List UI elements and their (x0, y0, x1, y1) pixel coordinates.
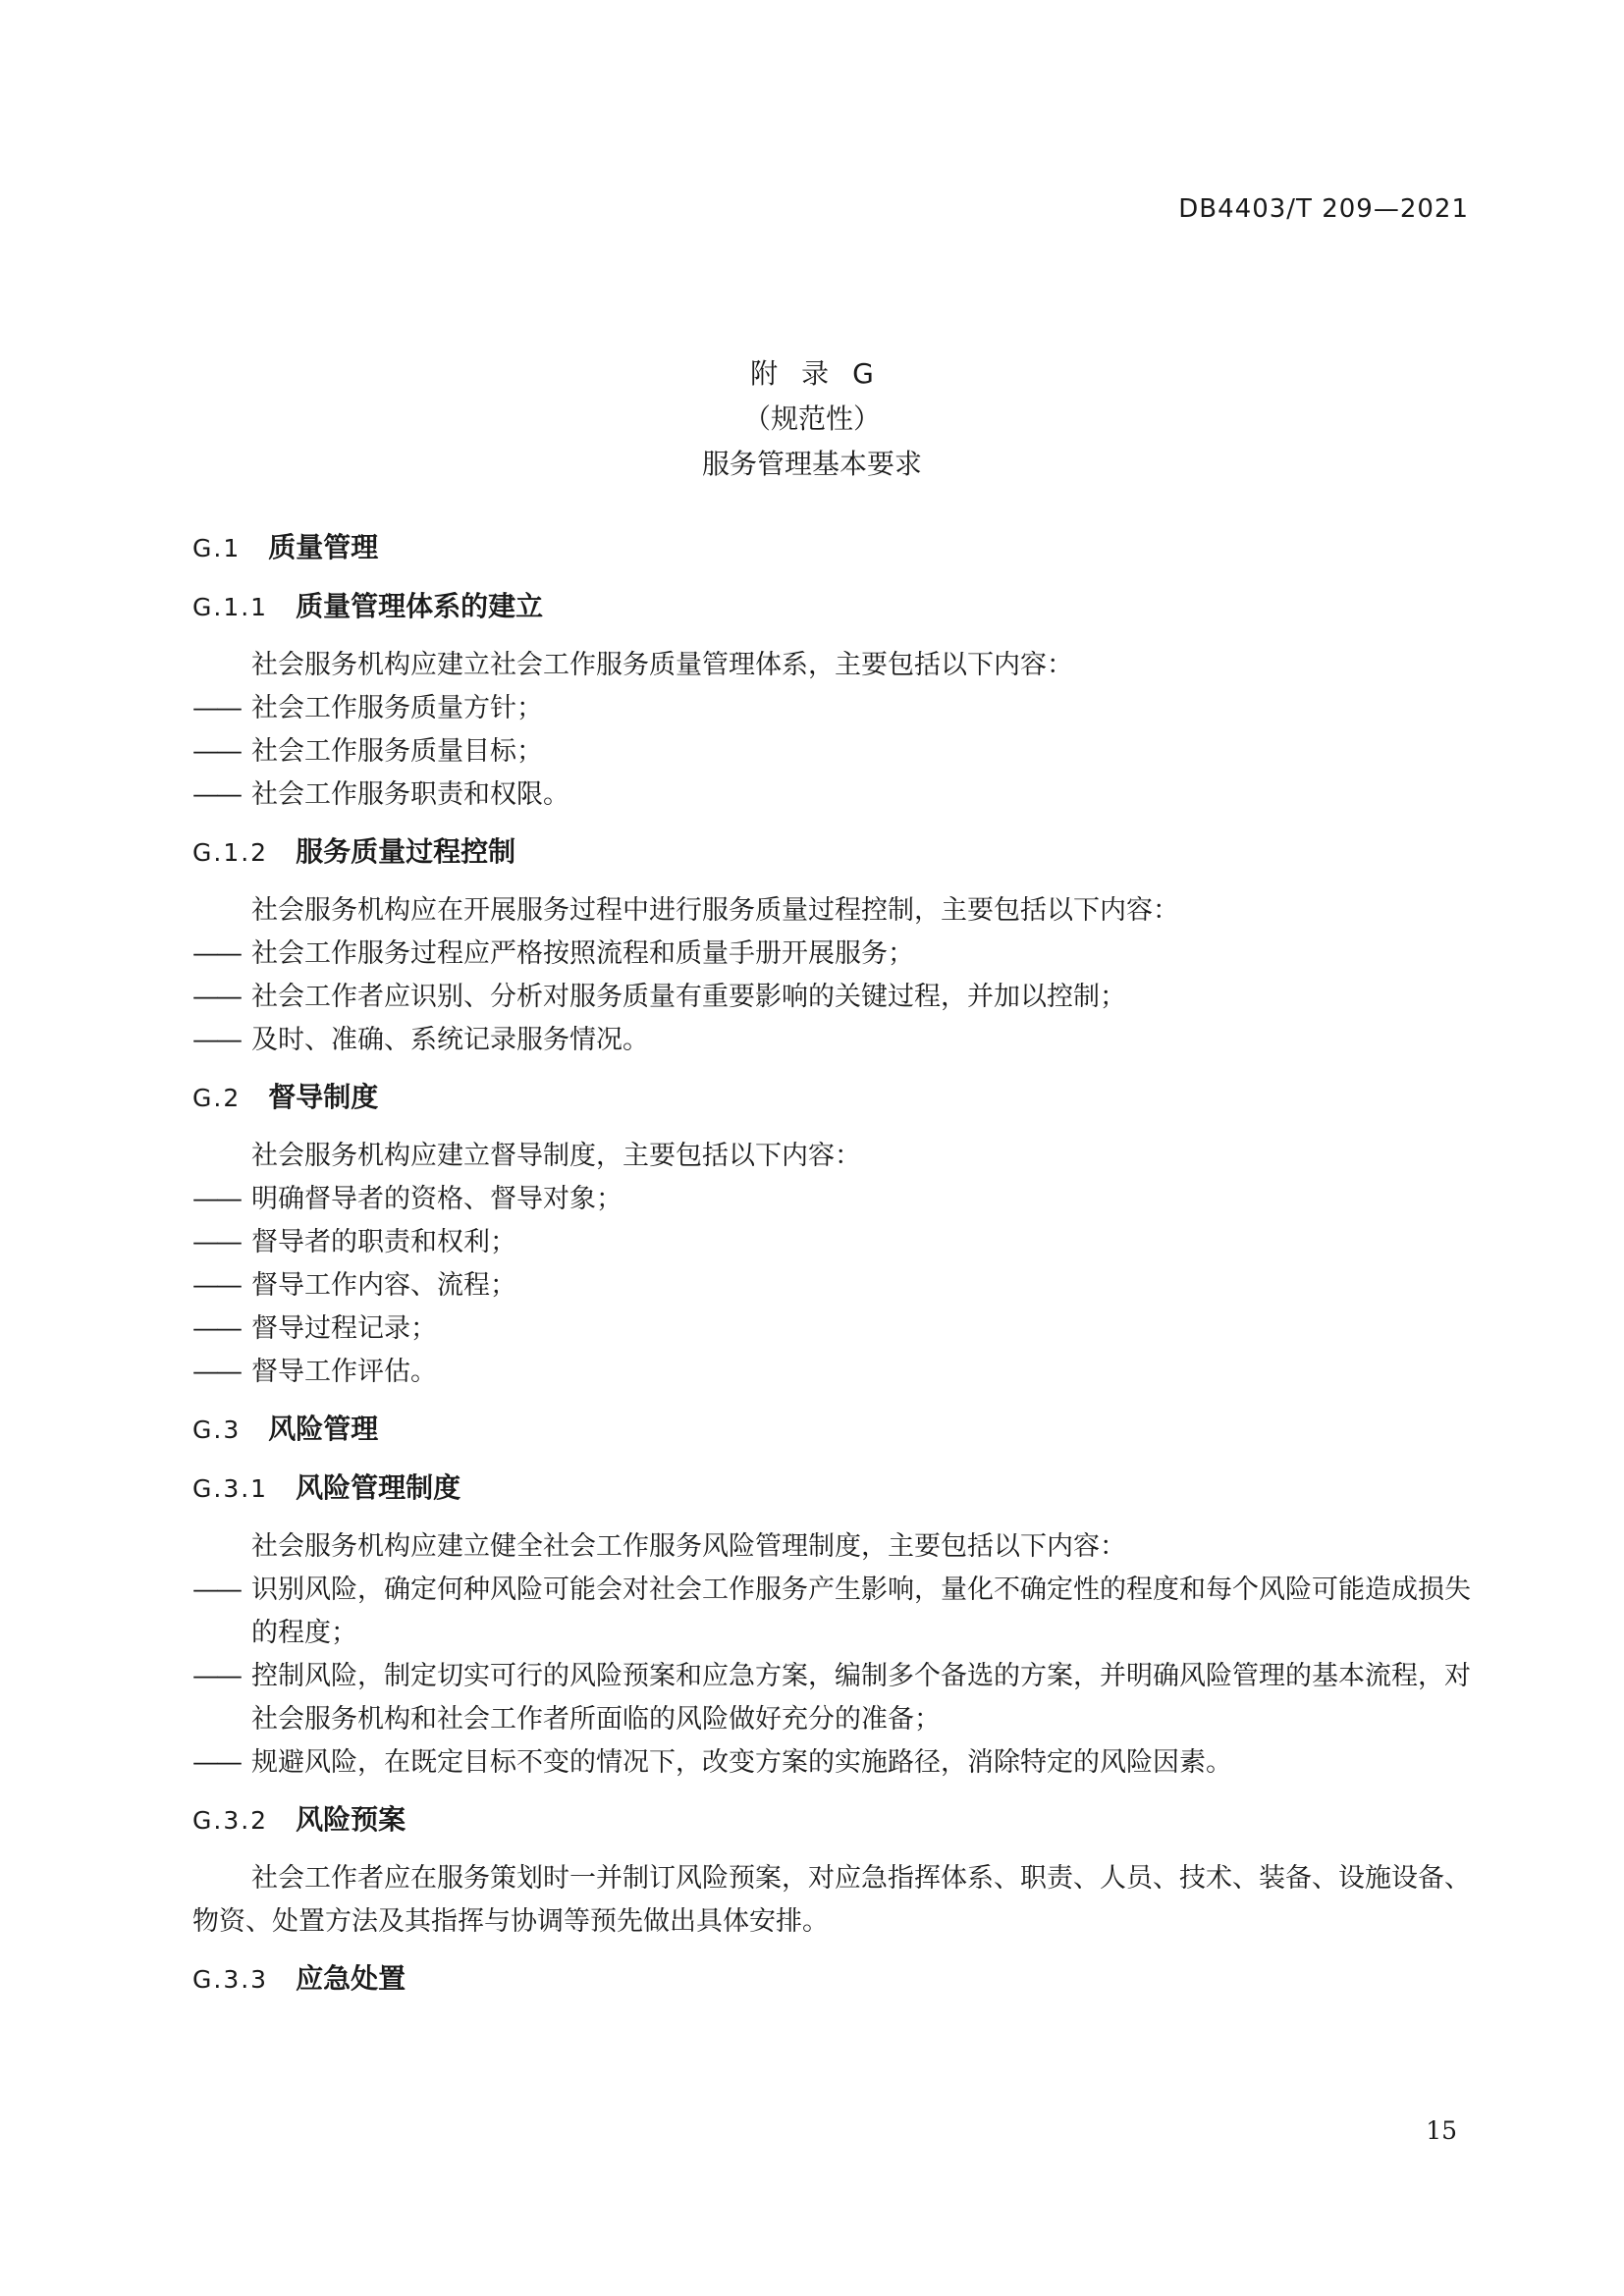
section-title: 应急处置 (296, 1962, 406, 1995)
document-body (192, 518, 1485, 2016)
bullet-list (192, 933, 1485, 1062)
dash-marker: —— (192, 779, 240, 810)
bullet-list (192, 1569, 1485, 1785)
section-g2 (192, 1076, 1485, 1394)
list-item: —— 社会工作服务过程应严格按照流程和质量手册开展服务； (192, 933, 1485, 976)
section-heading-g3-2 (192, 1798, 1485, 1842)
list-item: —— 社会工作服务质量目标； (192, 730, 1485, 774)
section-number: G.1.2 (192, 838, 269, 867)
list-item: —— 及时、准确、系统记录服务情况。 (192, 1019, 1485, 1062)
section-intro: 社会服务机构应建立督导制度，主要包括以下内容： (251, 1141, 861, 1171)
section-number: G.3.1 (192, 1474, 269, 1503)
dash-marker: —— (192, 1313, 240, 1344)
section-number: G.3.2 (192, 1806, 269, 1835)
page-number: 15 (1426, 2116, 1457, 2145)
section-number: G.1 (192, 534, 242, 562)
dash-marker: —— (192, 1575, 240, 1605)
dash-marker: —— (192, 938, 240, 969)
section-g1-2 (192, 830, 1485, 1062)
dash-marker: —— (192, 736, 240, 767)
dash-marker: —— (192, 1025, 240, 1055)
section-intro: 社会服务机构应建立社会工作服务质量管理体系，主要包括以下内容： (251, 650, 1073, 680)
list-item: —— 控制风险，制定切实可行的风险预案和应急方案，编制多个备选的方案，并明确风险管理的基本流程，对社会服务机构和社会工作者所面临的风险做好充分的准备； (192, 1655, 1485, 1741)
dash-marker: —— (192, 1747, 240, 1778)
section-title: 风险管理制度 (296, 1471, 461, 1504)
section-number: G.2 (192, 1084, 242, 1112)
list-item: —— 规避风险，在既定目标不变的情况下，改变方案的实施路径，消除特定的风险因素。 (192, 1741, 1485, 1785)
list-item: —— 社会工作服务质量方针； (192, 687, 1485, 730)
dash-marker: —— (192, 1184, 240, 1214)
list-item: —— 督导过程记录； (192, 1308, 1485, 1351)
document-code: DB4403/T 209—2021 (1178, 194, 1469, 224)
annex-title: 服务管理基本要求 (701, 448, 922, 480)
section-title: 督导制度 (268, 1081, 379, 1113)
section-heading-g3-3 (192, 1957, 1485, 2001)
dash-marker: —— (192, 1661, 240, 1691)
list-item: —— 督导工作评估。 (192, 1351, 1485, 1394)
section-paragraph: 社会工作者应在服务策划时一并制订风险预案，对应急指挥体系、职责、人员、技术、装备、设施设备、物资、处置方法及其指挥与协调等预先做出具体安排。 (192, 1863, 1471, 1937)
section-number: G.1.1 (192, 593, 269, 621)
list-item: —— 识别风险，确定何种风险可能会对社会工作服务产生影响，量化不确定性的程度和每个风险可能造成损失的程度； (192, 1569, 1485, 1655)
list-item: —— 督导工作内容、流程； (192, 1264, 1485, 1308)
section-title: 风险预案 (296, 1803, 406, 1836)
section-heading-g3-1 (192, 1467, 1485, 1510)
section-heading-g2 (192, 1076, 1485, 1119)
dash-marker: —— (192, 693, 240, 723)
list-item: —— 社会工作者应识别、分析对服务质量有重要影响的关键过程，并加以控制； (192, 976, 1485, 1019)
section-number: G.3 (192, 1415, 242, 1444)
dash-marker: —— (192, 982, 240, 1012)
bullet-list (192, 687, 1485, 817)
annex-heading (0, 351, 1624, 487)
section-heading-g1 (192, 526, 1485, 569)
list-item: —— 督导者的职责和权利； (192, 1221, 1485, 1264)
annex-type: （规范性） (742, 402, 881, 435)
annex-label: 附录G (750, 357, 897, 390)
section-g3-1 (192, 1467, 1485, 1785)
list-item: —— 明确督导者的资格、督导对象； (192, 1178, 1485, 1221)
section-g1-1 (192, 585, 1485, 817)
section-title: 风险管理 (268, 1413, 379, 1445)
section-title: 服务质量过程控制 (296, 835, 516, 868)
section-intro: 社会服务机构应在开展服务过程中进行服务质量过程控制，主要包括以下内容： (251, 895, 1179, 926)
section-g3-2 (192, 1798, 1485, 1944)
section-heading-g1-2 (192, 830, 1485, 874)
section-intro: 社会服务机构应建立健全社会工作服务风险管理制度，主要包括以下内容： (251, 1531, 1126, 1562)
section-number: G.3.3 (192, 1965, 269, 1994)
list-item: —— 社会工作服务职责和权限。 (192, 774, 1485, 817)
dash-marker: —— (192, 1270, 240, 1301)
dash-marker: —— (192, 1227, 240, 1257)
section-title: 质量管理体系的建立 (296, 590, 544, 622)
bullet-list (192, 1178, 1485, 1394)
section-title: 质量管理 (268, 531, 379, 563)
section-heading-g1-1 (192, 585, 1485, 628)
section-heading-g3 (192, 1408, 1485, 1451)
dash-marker: —— (192, 1357, 240, 1387)
